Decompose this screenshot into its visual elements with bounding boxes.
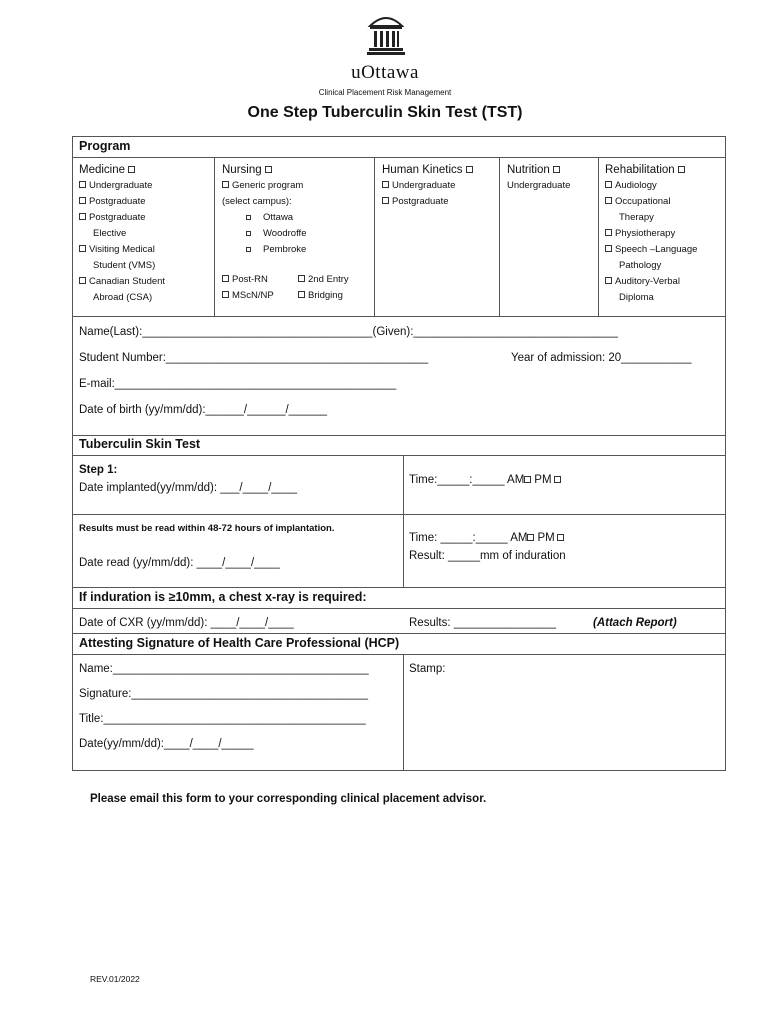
checkbox-icon[interactable] [605, 197, 612, 204]
xray-results-field[interactable]: Results: ________________ [409, 617, 557, 629]
year-of-admission-field[interactable]: Year of admission: 20___________ [511, 352, 692, 364]
rehabilitation-column [605, 164, 697, 306]
option-post-rn[interactable]: Post-RN [222, 272, 268, 288]
nursing-checkbox[interactable]: Nursing [222, 164, 372, 176]
checkbox-icon[interactable] [298, 291, 305, 298]
option-postgraduate-elective[interactable]: Postgraduate [79, 210, 165, 226]
option-auditory-verbal[interactable]: Auditory-Verbal [605, 274, 697, 290]
option-visiting-medical[interactable]: Visiting Medical [79, 242, 165, 258]
column-divider [214, 157, 215, 316]
brand-name: uOttawa [351, 62, 419, 83]
checkbox-icon[interactable] [79, 213, 86, 220]
program-heading: Program [79, 139, 131, 153]
checkbox-icon[interactable] [246, 215, 251, 220]
checkbox-icon[interactable] [79, 277, 86, 284]
nutrition-checkbox[interactable]: Nutrition [507, 164, 570, 176]
tst-heading: Tuberculin Skin Test [79, 437, 201, 451]
nutrition-undergraduate: Undergraduate [507, 180, 571, 191]
list-item: Therapy [619, 212, 654, 223]
checkbox-icon[interactable] [222, 291, 229, 298]
pm-checkbox-icon[interactable] [557, 534, 564, 541]
select-campus-label: (select campus): [222, 196, 292, 207]
option-bridging[interactable]: Bridging [298, 288, 343, 304]
form-title: One Step Tuberculin Skin Test (TST) [247, 104, 523, 121]
list-item: Student (VMS) [93, 260, 156, 271]
subheading: Clinical Placement Risk Management [318, 88, 452, 97]
checkbox-icon[interactable] [605, 245, 612, 252]
table-bottom-border [72, 770, 726, 771]
option-physiotherapy[interactable]: Physiotherapy [605, 226, 697, 242]
option-canadian-student[interactable]: Canadian Student [79, 274, 165, 290]
name-field[interactable]: Name(Last):____________________________________(Given):________________________________ [79, 326, 619, 338]
option-campus-ottawa[interactable]: Ottawa [222, 210, 372, 226]
divider [72, 514, 726, 515]
list-item: Diploma [619, 292, 654, 303]
email-instruction: Please email this form to your corresponding clinical placement advisor. [90, 793, 487, 805]
student-number-field[interactable]: Student Number:_________________________________________ [79, 352, 429, 364]
list-item: Abroad (CSA) [93, 292, 153, 303]
option-audiology[interactable]: Audiology [605, 178, 697, 194]
table-left-border [72, 136, 73, 770]
checkbox-icon[interactable] [382, 181, 389, 188]
checkbox-icon[interactable] [222, 181, 229, 188]
university-building-icon [366, 12, 406, 56]
divider [72, 587, 726, 588]
medicine-label: Medicine [79, 164, 126, 176]
checkbox-icon[interactable] [466, 166, 473, 173]
table-right-border [725, 136, 726, 770]
date-of-birth-field[interactable]: Date of birth (yy/mm/dd):______/______/______ [79, 404, 328, 416]
table-top-border [72, 136, 726, 137]
date-implanted-field[interactable]: Date implanted(yy/mm/dd): ___/____/____ [79, 482, 297, 494]
divider [72, 455, 726, 456]
hcp-signature-field[interactable]: Signature:_____________________________________ [79, 688, 369, 700]
attest-heading: Attesting Signature of Health Care Professional (HCP) [79, 636, 400, 650]
option-mscn-np[interactable]: MScN/NP [222, 288, 274, 304]
option-campus-woodroffe[interactable]: Woodroffe [222, 226, 372, 242]
step1-label: Step 1: [79, 464, 118, 476]
read-time-field[interactable]: Time: _____:_____ AM PM [409, 532, 567, 544]
result-field[interactable]: Result: _____mm of induration [409, 550, 566, 562]
hcp-title-field[interactable]: Title:_________________________________________ [79, 713, 366, 725]
option-campus-pembroke[interactable]: Pembroke [222, 242, 372, 258]
stamp-label: Stamp: [409, 663, 446, 675]
checkbox-icon[interactable] [382, 197, 389, 204]
option-occupational-therapy[interactable]: Occupational [605, 194, 697, 210]
option-undergraduate[interactable]: Undergraduate [382, 178, 476, 194]
checkbox-icon[interactable] [246, 247, 251, 252]
email-field[interactable]: E-mail:____________________________________________ [79, 378, 397, 390]
option-2nd-entry[interactable]: 2nd Entry [298, 272, 349, 288]
nutrition-column [507, 164, 570, 194]
checkbox-icon[interactable] [553, 166, 560, 173]
rehabilitation-checkbox[interactable]: Rehabilitation [605, 164, 697, 176]
checkbox-icon[interactable] [246, 231, 251, 236]
hcp-date-field[interactable]: Date(yy/mm/dd):____/____/_____ [79, 738, 254, 750]
checkbox-icon[interactable] [128, 166, 135, 173]
human-kinetics-checkbox[interactable]: Human Kinetics [382, 164, 476, 176]
checkbox-icon[interactable] [79, 197, 86, 204]
date-read-field[interactable]: Date read (yy/mm/dd): ____/____/____ [79, 557, 280, 569]
am-checkbox-icon[interactable] [527, 534, 534, 541]
checkbox-icon[interactable] [298, 275, 305, 282]
column-divider [403, 455, 404, 587]
checkbox-icon[interactable] [222, 275, 229, 282]
option-postgraduate[interactable]: Postgraduate [79, 194, 165, 210]
checkbox-icon[interactable] [605, 277, 612, 284]
option-generic-program[interactable]: Generic program [222, 178, 372, 194]
column-divider [598, 157, 599, 316]
checkbox-icon[interactable] [79, 181, 86, 188]
divider [72, 633, 726, 634]
list-item: Pathology [619, 260, 662, 271]
implant-time-field[interactable]: Time:_____:_____ AM PM [409, 474, 564, 486]
checkbox-icon[interactable] [605, 181, 612, 188]
divider [72, 316, 726, 317]
xray-heading: If induration is ≥10mm, a chest x-ray is required: [79, 590, 367, 604]
am-checkbox-icon[interactable] [524, 476, 531, 483]
list-item: Elective [93, 228, 127, 239]
nursing-column [222, 164, 372, 304]
option-undergraduate[interactable]: Undergraduate [79, 178, 165, 194]
checkbox-icon[interactable] [678, 166, 685, 173]
date-of-cxr-field[interactable]: Date of CXR (yy/mm/dd): ____/____/____ [79, 617, 294, 629]
column-divider [499, 157, 500, 316]
results-note: Results must be read within 48-72 hours of implantation. [79, 523, 335, 534]
medicine-column [79, 164, 165, 306]
divider [72, 608, 726, 609]
human-kinetics-column [382, 164, 476, 210]
divider [72, 654, 726, 655]
option-postgraduate[interactable]: Postgraduate [382, 194, 476, 210]
hcp-name-field[interactable]: Name:________________________________________ [79, 663, 369, 675]
checkbox-icon[interactable] [605, 229, 612, 236]
divider [72, 157, 726, 158]
checkbox-icon[interactable] [79, 245, 86, 252]
option-speech-language[interactable]: Speech –Language [605, 242, 697, 258]
revision-label: REV.01/2022 [90, 974, 140, 984]
column-divider [374, 157, 375, 316]
divider [72, 435, 726, 436]
column-divider [403, 654, 404, 770]
pm-checkbox-icon[interactable] [554, 476, 561, 483]
medicine-checkbox[interactable] [79, 164, 165, 176]
checkbox-icon[interactable] [265, 166, 272, 173]
attach-report-note: (Attach Report) [593, 617, 677, 629]
